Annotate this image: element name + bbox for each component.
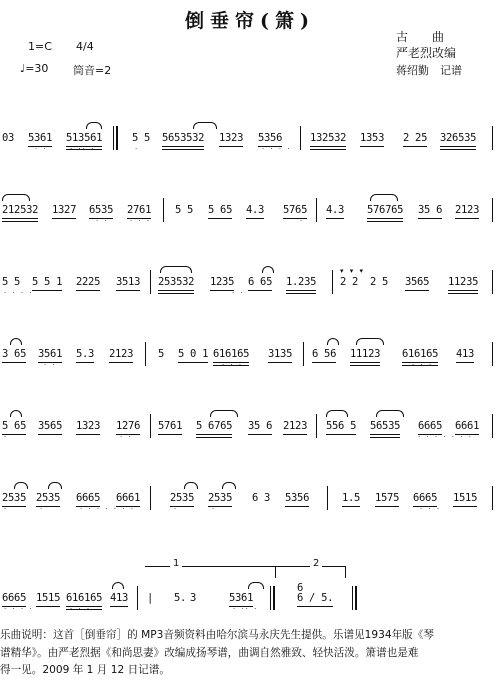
note-group: 6665 [418, 420, 442, 432]
note-group: 5361 [28, 132, 52, 144]
note-group: 5 [158, 348, 165, 360]
beam-line [367, 221, 403, 222]
note-group: 2123 [109, 348, 133, 360]
beam-line [116, 290, 140, 291]
note-group: 6665 [2, 592, 26, 604]
notes-line-2: 谱精华》。由严老烈据《和尚思妻》改编成扬琴谱，曲调自然雅致、轻快活泼。箫谱也是难 [0, 646, 419, 659]
staff-row-7 [0, 578, 500, 622]
note-group: 413 [456, 348, 474, 360]
bar-line [327, 486, 328, 510]
note-group: 3135 [268, 348, 292, 360]
beam-line [246, 218, 264, 219]
note-group: 35 6 [248, 420, 272, 432]
beam-line [286, 293, 316, 294]
slur-mark [222, 482, 236, 489]
slur-mark [86, 122, 102, 129]
beam-line [76, 290, 100, 291]
octave-dots: · · · [130, 217, 152, 225]
note-group: 576765 [367, 204, 403, 216]
beam-line [158, 293, 194, 294]
note-group: 513561 [66, 132, 102, 144]
ending-end [345, 566, 346, 578]
note-group: 5761 [158, 420, 182, 432]
grace-note-6: 6 [297, 582, 304, 594]
note-group: 3565 [405, 276, 429, 288]
octave-dots: · · [44, 361, 57, 369]
beam-line [370, 437, 400, 438]
octave-dots: · [4, 505, 9, 513]
note-group: 1515 [453, 492, 477, 504]
note-group: 3513 [116, 276, 140, 288]
beam-line [52, 218, 76, 219]
octave-dots: · [135, 145, 140, 153]
octave-dots: · · · · · · · [80, 505, 135, 513]
beam-line [2, 221, 38, 222]
beam-line [162, 146, 204, 147]
note-group: 2535 [36, 492, 60, 504]
repeat-start-sign [113, 126, 119, 150]
beam-line [440, 149, 476, 150]
bar-line [332, 270, 333, 294]
slur-mark [14, 482, 28, 489]
beam-line [403, 146, 427, 147]
beam-line [196, 434, 232, 435]
octave-dots: · · · [412, 361, 434, 369]
note-group: 11235 [448, 276, 478, 288]
bar-line [492, 486, 493, 510]
octave-dots: · ·· · [233, 605, 259, 613]
octave-dots: · · · · [4, 605, 34, 613]
beam-line [178, 362, 208, 363]
note-group: 5 0 1 [178, 348, 208, 360]
beam-line [360, 146, 384, 147]
beam-line [342, 506, 360, 507]
ending-divider [275, 566, 276, 578]
beam-line [350, 362, 380, 363]
beam-line [196, 437, 232, 438]
note-group: 6535 [89, 204, 113, 216]
bar-line [163, 198, 164, 222]
staff-row-6 [0, 478, 500, 522]
beam-line [158, 290, 194, 291]
slur-mark [112, 582, 124, 589]
note-group: 5 5 [175, 204, 194, 216]
octave-dots: · · · [70, 605, 92, 613]
source-label: 古 曲 [396, 30, 445, 44]
slur-mark [376, 410, 404, 417]
note-group: 2 2 [340, 276, 359, 288]
beam-line [219, 146, 243, 147]
staff-row-4 [0, 334, 500, 378]
note-group: 3565 [38, 420, 62, 432]
beam-line [158, 434, 182, 435]
tuning-marking: 筒音=2 [73, 64, 112, 77]
note-group: 616165 [402, 348, 438, 360]
staff-row-1 [0, 118, 500, 162]
note-group: 1.235 [286, 276, 316, 288]
octave-dots: · · [120, 433, 133, 441]
octave-dots: · · · [222, 361, 244, 369]
note-group: 5 65 [2, 420, 26, 432]
note-group: 5 5 1 [32, 276, 62, 288]
beam-line [455, 218, 479, 219]
tempo-marking: ♩=30 [20, 62, 49, 75]
key-signature: 1=C [28, 40, 52, 53]
note-group: 5361 [229, 592, 253, 604]
note-group: 2535 [208, 492, 232, 504]
note-group: 11123 [350, 348, 380, 360]
bar-line [145, 342, 146, 366]
beam-line [418, 218, 442, 219]
note-group: 4.3 [326, 204, 344, 216]
second-ending-number: 2 [310, 558, 322, 569]
note-group: 5 5 [2, 276, 21, 288]
note-group: 2225 [76, 276, 100, 288]
beam-line [312, 362, 336, 363]
slur-mark [184, 482, 198, 489]
bar-line [150, 270, 151, 294]
note-group: 2535 [170, 492, 194, 504]
octave-dots: · · [96, 217, 109, 225]
slur-mark [160, 266, 192, 273]
note-group: 2123 [455, 204, 479, 216]
bar-line [303, 342, 304, 366]
octave-dots: · ·· · [70, 145, 96, 153]
arranger-label: 严老烈改编 [396, 46, 457, 60]
octave-dots: · [4, 433, 9, 441]
bar-line [300, 126, 301, 150]
first-ending-bracket [145, 566, 275, 567]
note-group: 3561 [38, 348, 62, 360]
notes-line-3: 得一见。2009 年 1 月 12 日记谱。 [0, 664, 170, 676]
note-group: 326535 [440, 132, 476, 144]
octave-dots: · [212, 505, 217, 513]
note-group: 5 6765 [196, 420, 232, 432]
slur-mark [248, 582, 264, 589]
octave-dots: · · · · [262, 145, 292, 153]
slur-mark [193, 122, 217, 129]
slur-mark [370, 194, 398, 201]
note-group: 1323 [219, 132, 243, 144]
final-bar-line [352, 586, 358, 610]
note-group: 1276 [116, 420, 140, 432]
octave-dots: · [174, 505, 179, 513]
note-group: 6 65 [248, 276, 272, 288]
beam-line [326, 434, 356, 435]
beam-line [456, 362, 474, 363]
beam-line [38, 434, 62, 435]
beam-line [448, 293, 478, 294]
staff-row-2 [0, 190, 500, 234]
note-group: 2761 [127, 204, 151, 216]
slur-mark [356, 338, 384, 345]
bar-line [492, 270, 493, 294]
note-group: 6661 [455, 420, 479, 432]
octave-dots: · · [35, 145, 48, 153]
note-group: 1235 [210, 276, 234, 288]
note-group: 3 65 [2, 348, 26, 360]
beam-line [248, 434, 272, 435]
note-group: 6 / 5. [297, 592, 333, 604]
note-group: 1515 [36, 592, 60, 604]
note-group: 1353 [360, 132, 384, 144]
beam-line [283, 434, 307, 435]
note-group: 5 65 [208, 204, 232, 216]
note-group: 5. [174, 592, 187, 604]
note-group: 03 [2, 132, 15, 144]
beam-line [367, 218, 403, 219]
bar-line [150, 486, 151, 510]
beam-line [453, 506, 477, 507]
note-group: 616165 [213, 348, 249, 360]
note-group: 5653532 [162, 132, 204, 144]
slur-mark [10, 410, 22, 417]
beam-line [210, 290, 234, 291]
note-group: 2 5 [370, 276, 389, 288]
beam-line [248, 290, 272, 291]
note-group: 413 [110, 592, 128, 604]
staff-row-3 [0, 262, 500, 306]
note-group: 5356 [285, 492, 309, 504]
score-title: 倒垂帘(箫) [185, 10, 315, 32]
slur-mark [210, 410, 238, 417]
note-group: 5 5 [132, 132, 151, 144]
beam-line [76, 362, 94, 363]
slur-mark [326, 410, 348, 417]
bar-line [150, 414, 151, 438]
note-group: 6 3 [252, 492, 271, 504]
transcriber-label: 蒋绍勤 记谱 [396, 64, 462, 77]
beam-line [109, 362, 133, 363]
note-group: 1.5 [342, 492, 360, 504]
note-group: 3 [190, 592, 197, 604]
octave-dots: · · · · [4, 289, 34, 297]
first-ending-number: 1 [170, 558, 182, 569]
beam-line [448, 290, 478, 291]
repeat-end-sign [270, 586, 276, 610]
note-group: 1323 [76, 420, 100, 432]
staff-row-5 [0, 406, 500, 450]
octave-dots: · · · · · · · [418, 433, 473, 441]
beam-line [350, 365, 380, 366]
note-group: 6665 [76, 492, 100, 504]
note-group: 212532 [2, 204, 38, 216]
beam-line [162, 149, 204, 150]
beam-line [110, 606, 128, 607]
note-group: 4.3 [246, 204, 264, 216]
note-group: 556 5 [326, 420, 356, 432]
beam-line [297, 606, 333, 607]
octave-dots: · [40, 505, 45, 513]
bar-line [316, 198, 317, 222]
note-group: 56535 [370, 420, 400, 432]
note-group: 616165 [66, 592, 102, 604]
beam-line [285, 506, 309, 507]
note-group: 5765 [283, 204, 307, 216]
note-group: 6661 [116, 492, 140, 504]
beam-line [268, 362, 292, 363]
beam-line [286, 290, 316, 291]
slur-mark [262, 266, 274, 273]
octave-dots: · · · [420, 505, 442, 513]
octave-dots: · [300, 217, 305, 225]
notes-line-1: 乐曲说明：这首［倒垂帘］的 MP3音频资料由哈尔滨马永庆先生提供。乐谱见1934年版《琴 [0, 629, 434, 641]
beam-line [2, 362, 26, 363]
music-notes [0, 627, 500, 680]
beam-line [370, 434, 400, 435]
note-group: 132532 [310, 132, 346, 144]
accent-marks: ▾ ▾ ▾ [340, 267, 365, 275]
beam-line [36, 606, 60, 607]
slur-mark [10, 338, 22, 345]
note-group: 2535 [2, 492, 26, 504]
bar-line [492, 198, 493, 222]
octave-dots: · · [232, 289, 245, 297]
note-group: 1327 [52, 204, 76, 216]
note-group: 6 56 [312, 348, 336, 360]
bar-line [492, 126, 493, 150]
note-group: 2123 [283, 420, 307, 432]
slur-mark [2, 194, 30, 201]
note-group: 6665 [413, 492, 437, 504]
beam-line [2, 218, 38, 219]
bar-line [316, 414, 317, 438]
beam-line [76, 434, 100, 435]
note-group: 5.3 [76, 348, 94, 360]
bar-line [492, 342, 493, 366]
bar-line [137, 586, 138, 610]
note-group: 2 25 [403, 132, 427, 144]
slur-mark [327, 338, 339, 345]
beam-line [208, 218, 232, 219]
beam-line [440, 146, 476, 147]
beam-line [310, 146, 346, 147]
slur-mark [48, 482, 62, 489]
beam-line [310, 149, 346, 150]
beam-line [32, 290, 62, 291]
note-group: 253532 [158, 276, 194, 288]
note-group: | [147, 592, 154, 604]
note-group: 35 6 [418, 204, 442, 216]
beam-line [405, 290, 429, 291]
bar-line [492, 414, 493, 438]
time-signature: 4/4 [76, 40, 94, 53]
note-group: 1575 [375, 492, 399, 504]
beam-line [326, 218, 344, 219]
note-group: 5356 [258, 132, 282, 144]
beam-line [375, 506, 399, 507]
